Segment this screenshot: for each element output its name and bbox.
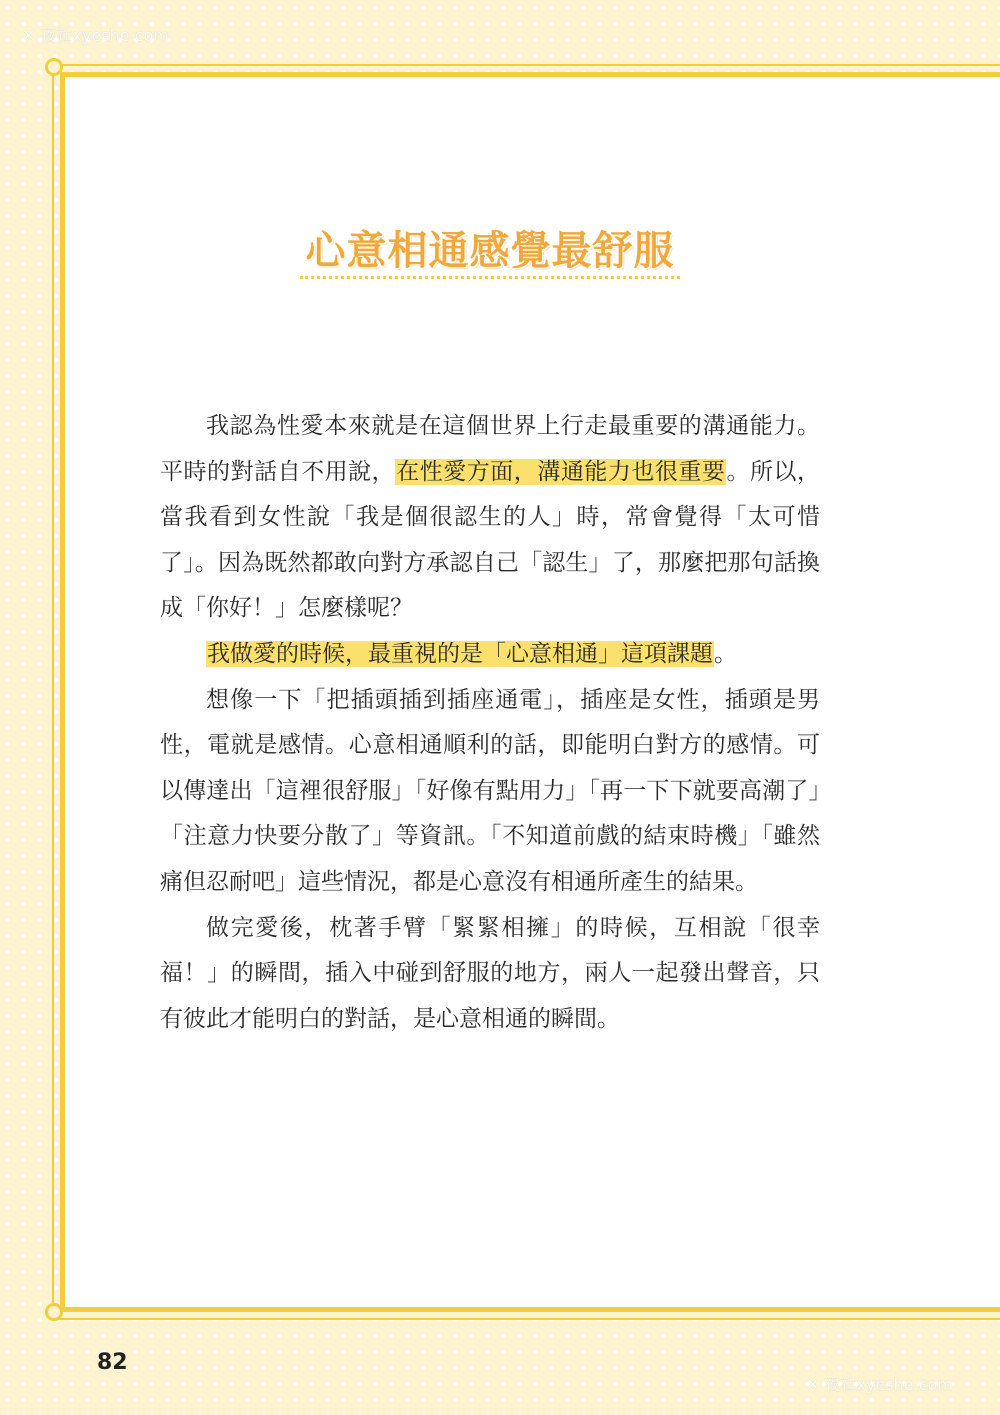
body-paragraph	[160, 404, 820, 632]
watermark-bottom	[806, 1372, 953, 1395]
page-number: 82	[97, 1350, 128, 1375]
watermark-logo-icon: ✕	[806, 1375, 820, 1394]
paragraph-text: 。所以，當我看到女性說「我是個很認生的人」時，常會覺得「太可惜了」。因為既然都敢向對方承認自己「認生」了，那麼把那句話換成「你好！」怎麼樣呢？	[160, 458, 821, 622]
page-title: 心意相通感覺最舒服	[305, 228, 675, 274]
frame-corner-ornament-bottom	[45, 1303, 63, 1321]
paragraph-text: 我認為性愛本來就是在這個世界上行走最重要的溝通能力。平時的對話自不用說，	[160, 413, 820, 485]
highlighted-text: 在性愛方面，溝通能力也很重要	[396, 458, 726, 485]
watermark-top	[22, 23, 169, 46]
highlighted-text: 我做愛的時候，最重視的是「心意相通」這項課題	[207, 640, 713, 667]
watermark-text: 夜社xyeshe.com	[824, 1375, 953, 1394]
frame-corner-ornament-top	[45, 58, 63, 76]
paragraph-text: 想像一下「把插頭插到插座通電」，插座是女性，插頭是男性，電就是感情。心意相通順利的話，即能明白對方的感情。可以傳達出「這裡很舒服」「好像有點用力」「再一下下就要高潮了」「注意力快要分散了」等資訊。「不知道前戲的結束時機」「雖然痛但忍耐吧」這些情況，都是心意沒有相通所產生的結果。	[160, 686, 820, 895]
paragraph-text: 做完愛後，枕著手臂「緊緊相擁」的時候，互相說「很幸福！」的瞬間，插入中碰到舒服的地方，兩人一起發出聲音，只有彼此才能明白的對話，是心意相通的瞬間。	[160, 914, 820, 1032]
body-paragraph	[160, 906, 820, 1043]
body-text	[160, 404, 820, 1042]
title-dotted-underline	[300, 276, 680, 279]
watermark-logo-icon: ✕	[22, 26, 36, 45]
body-paragraph	[160, 632, 820, 678]
body-paragraph	[160, 678, 820, 906]
paragraph-text: 。	[714, 640, 737, 667]
watermark-text: 夜社xyeshe.com	[40, 26, 169, 45]
